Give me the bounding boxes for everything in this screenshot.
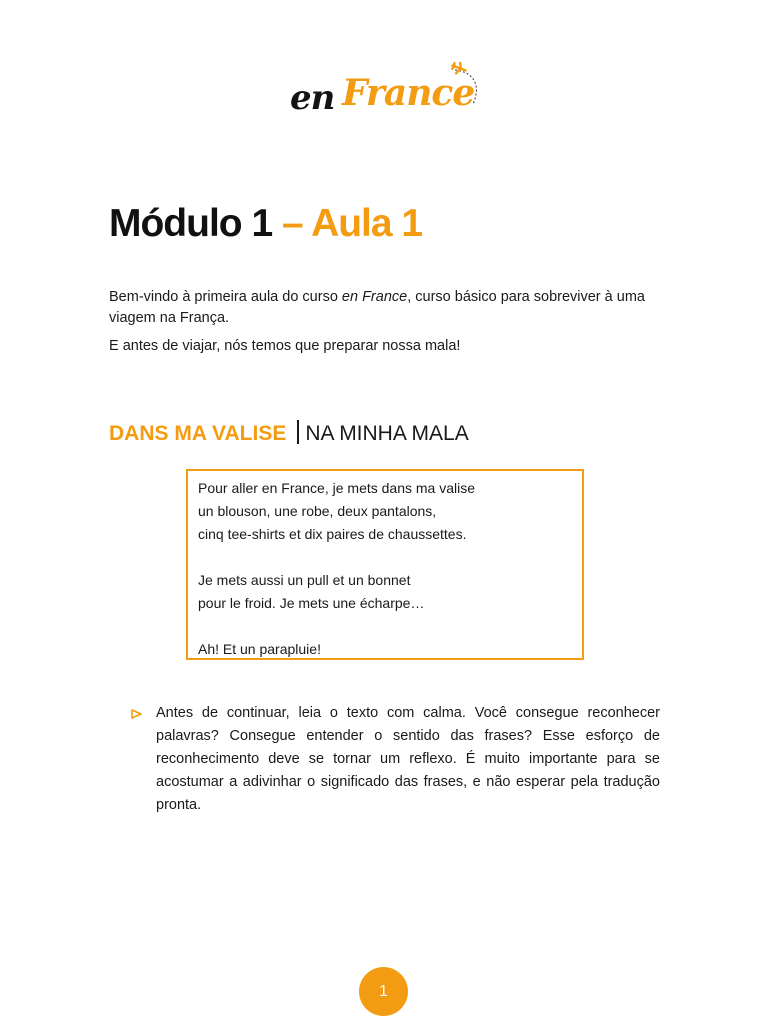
intro-course-name: en France <box>341 289 408 305</box>
intro-text <box>109 287 664 364</box>
text-line: pour le froid. Je mets une écharpe… <box>198 595 425 611</box>
logo-word-en: en <box>290 78 335 118</box>
reading-tip-text: Antes de continuar, leia o texto com calma. Você consegue reconhecer palavras? Consegue entender o sentido das frases? Esse esforço de reconhecimento deve se tornar um reflexo. É muito importante para se acostumar a adivinhar o significado das frases, e não esperar pela tradução pronta. <box>156 705 660 813</box>
section-heading <box>109 420 469 446</box>
title-main: Módulo 1 <box>109 202 273 245</box>
page-title <box>109 202 422 246</box>
section-heading-divider <box>297 420 299 444</box>
section-heading-portuguese: NA MINHA MALA <box>305 422 469 445</box>
intro-paragraph-2: E antes de viajar, nós temos que preparar nossa mala! <box>109 338 461 354</box>
text-line: Je mets aussi un pull et un bonnet <box>198 572 411 588</box>
french-text-box <box>186 469 584 660</box>
text-blank-line <box>198 546 572 569</box>
text-line: Pour aller en France, je mets dans ma valise <box>198 480 476 496</box>
text-line: un blouson, une robe, deux pantalons, <box>198 503 437 519</box>
brand-logo <box>0 62 768 122</box>
reading-tip <box>130 702 660 817</box>
text-line: cinq tee-shirts et dix paires de chaussettes. <box>198 526 467 542</box>
text-line: Ah! Et un parapluie! <box>198 641 321 657</box>
title-accent: – Aula 1 <box>281 202 423 245</box>
page-number-badge: 1 <box>359 967 408 1016</box>
intro-p1-start: Bem-vindo à primeira aula do curso <box>109 289 342 305</box>
airplane-icon <box>445 62 485 112</box>
logo-word-france: France <box>342 72 475 114</box>
intro-paragraph-1 <box>109 287 664 329</box>
text-blank-line <box>198 615 572 638</box>
intro-p1-end: , curso básico para sobreviver à uma viagem na França. <box>109 289 645 326</box>
triangle-bullet-icon <box>130 708 144 720</box>
section-heading-french: DANS MA VALISE <box>109 422 287 445</box>
